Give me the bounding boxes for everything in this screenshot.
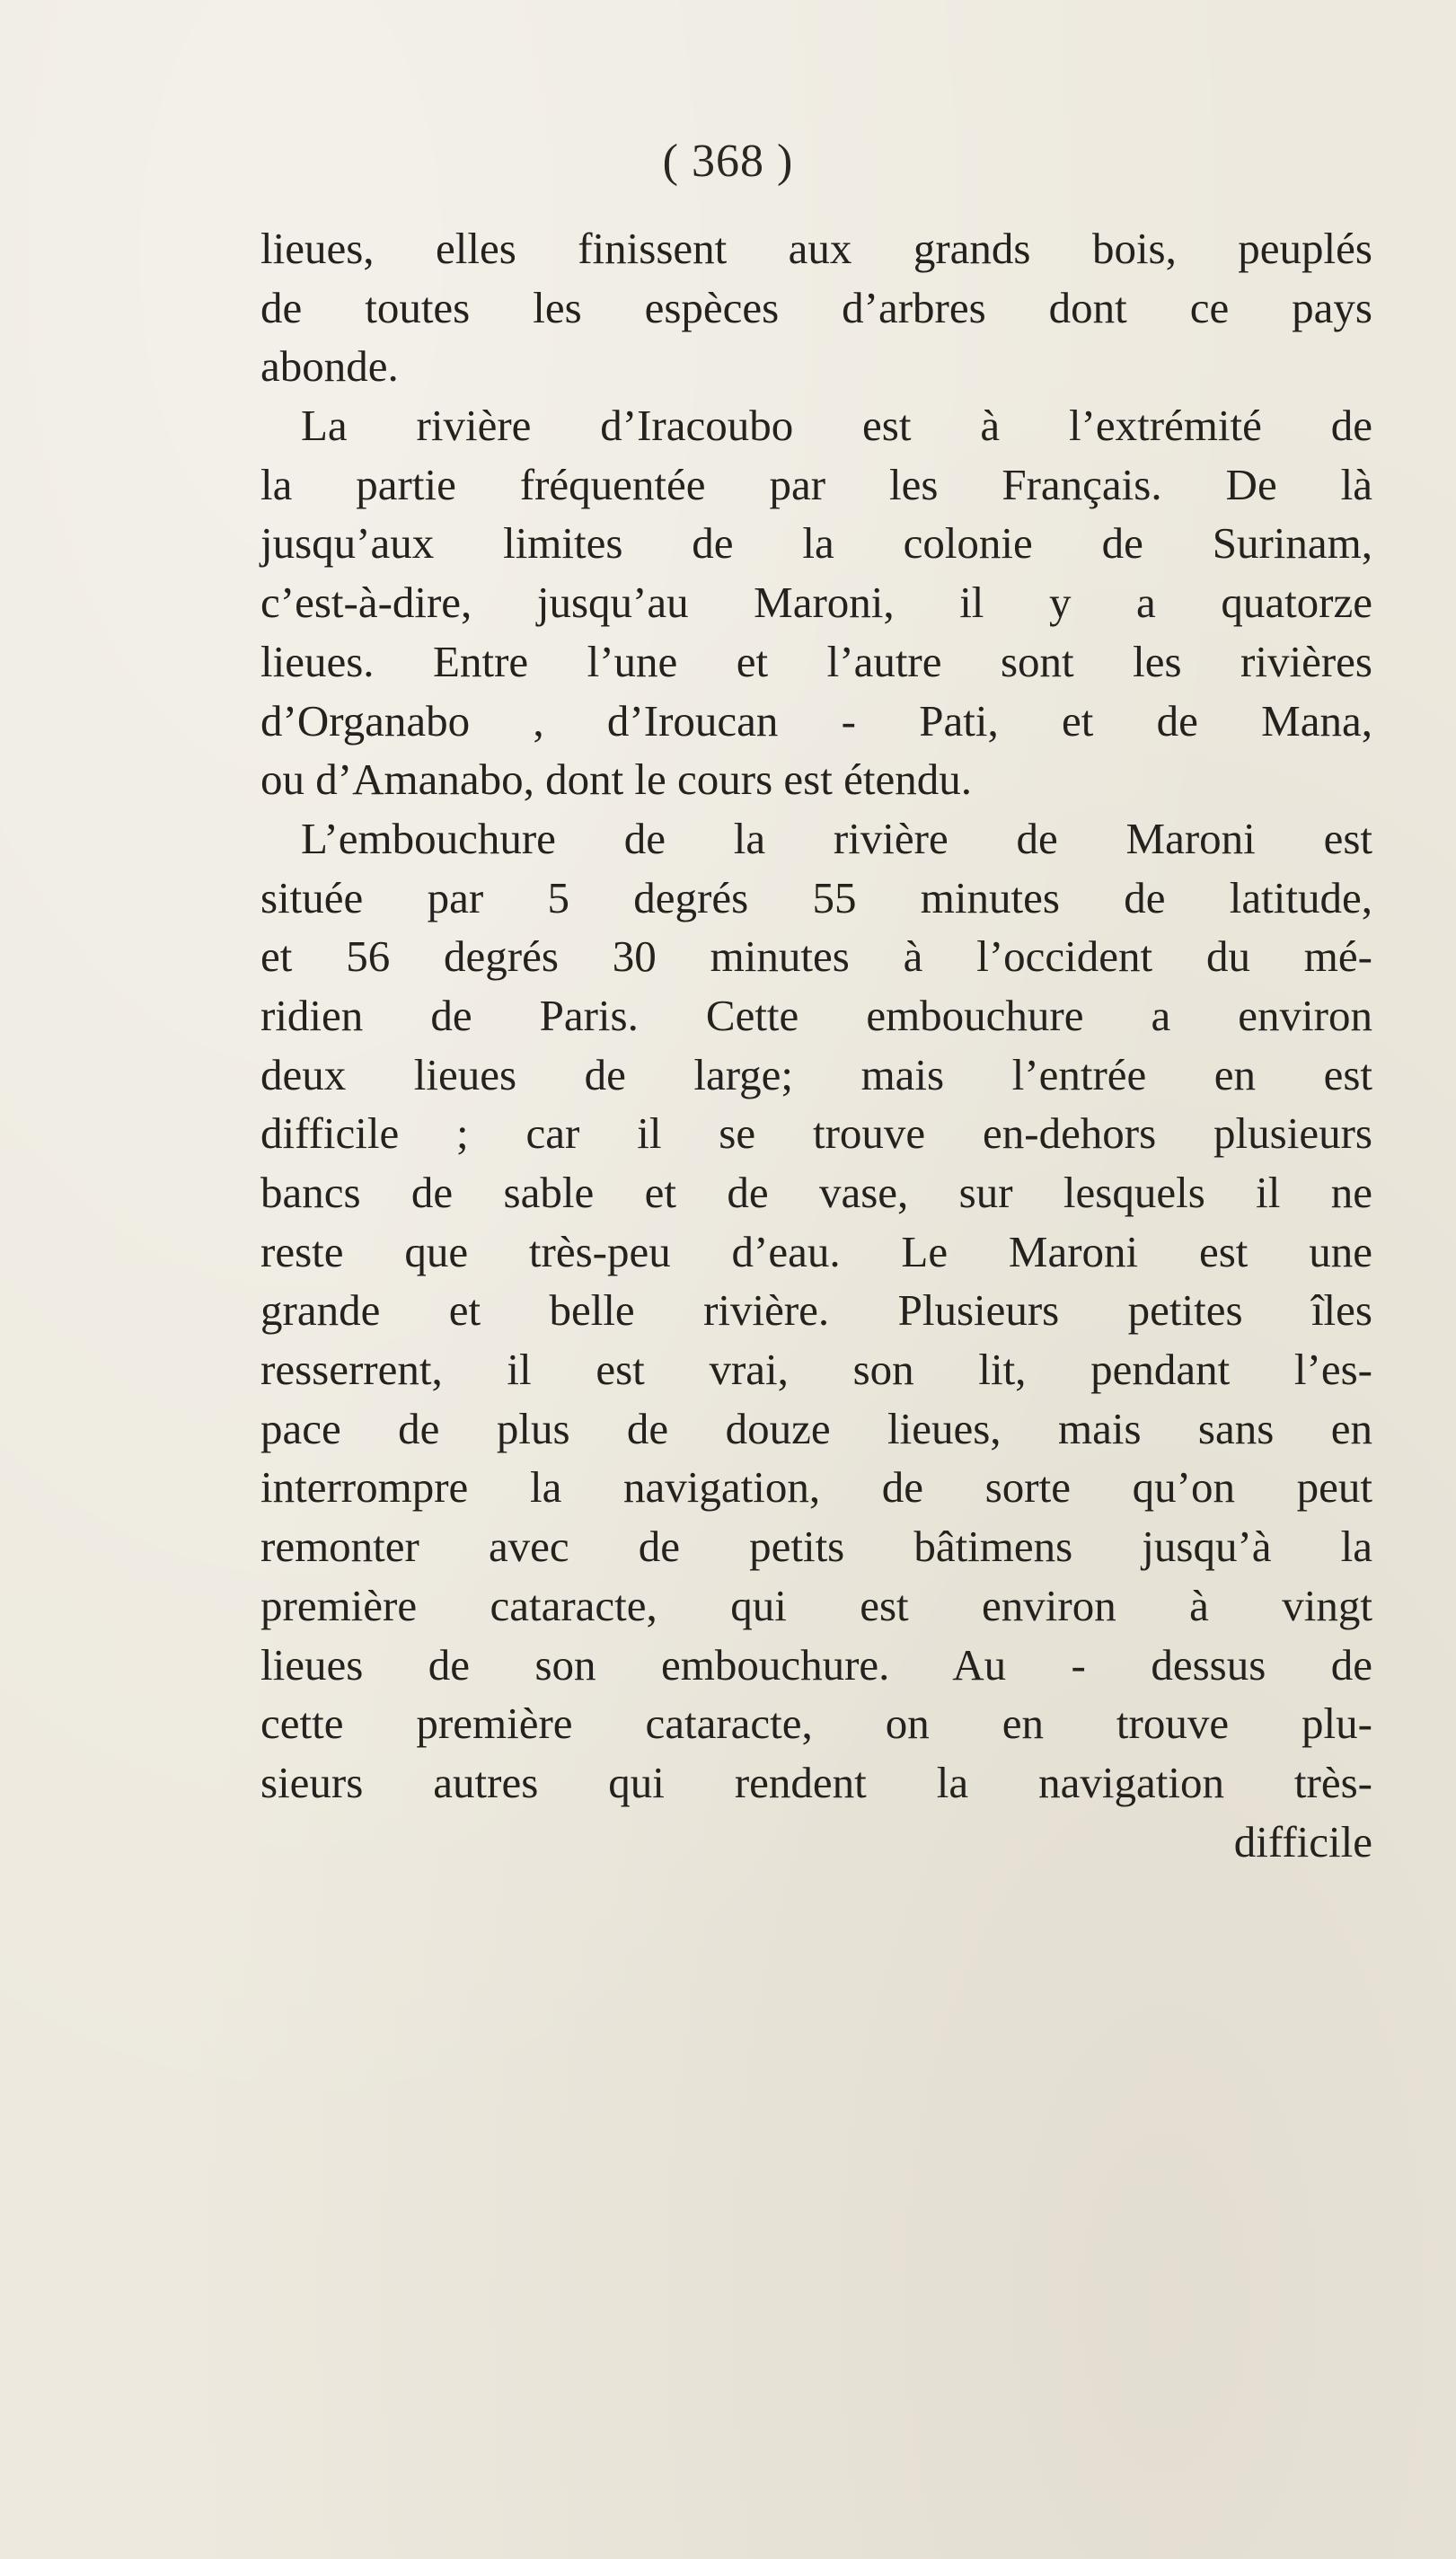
- text-line: grande et belle rivière. Plusieurs petites îles: [260, 1285, 1372, 1336]
- text-line: jusqu’aux limites de la colonie de Surinam,: [260, 518, 1372, 569]
- text-line: de toutes les espèces d’arbres dont ce pays: [260, 282, 1372, 332]
- text-line: La rivière d’Iracoubo est à l’extrémité de: [301, 401, 1372, 451]
- text-line: difficile ; car il se trouve en-dehors plusieurs: [260, 1108, 1372, 1159]
- text-line: d’Organabo , d’Iroucan - Pati, et de Mana,: [260, 695, 1372, 746]
- text-line: L’embouchure de la rivière de Maroni est: [301, 813, 1372, 863]
- text-line: ridien de Paris. Cette embouchure a environ: [260, 990, 1372, 1040]
- text-line: c’est-à-dire, jusqu’au Maroni, il y a quatorze: [260, 578, 1372, 628]
- text-line: lieues, elles finissent aux grands bois, peuplés: [260, 224, 1372, 273]
- text-line: lieues. Entre l’une et l’autre sont les rivières: [260, 636, 1372, 686]
- text-line: deux lieues de large; mais l’entrée en est: [260, 1049, 1372, 1099]
- page-number: ( 368 ): [662, 136, 794, 187]
- body-text: [260, 219, 1372, 1871]
- text-line: remonter avec de petits bâtimens jusqu’à la: [260, 1522, 1372, 1572]
- text-line: et 56 degrés 30 minutes à l’occident du mé-: [260, 931, 1372, 982]
- text-line: ou d’Amanabo, dont le cours est étendu.: [260, 754, 972, 805]
- text-line: bancs de sable et de vase, sur lesquels il ne: [260, 1168, 1372, 1217]
- text-line: abonde.: [260, 341, 399, 392]
- text-line: interrompre la navigation, de sorte qu’on peut: [260, 1462, 1372, 1513]
- text-line: située par 5 degrés 55 minutes de latitude,: [260, 872, 1372, 922]
- text-line: reste que très-peu d’eau. Le Maroni est une: [260, 1226, 1372, 1276]
- text-line: pace de plus de douze lieues, mais sans en: [260, 1403, 1372, 1453]
- text-line: lieues de son embouchure. Au - dessus de: [260, 1639, 1372, 1690]
- text-line: la partie fréquentée par les Français. De là: [260, 459, 1372, 509]
- text-line: difficile: [1233, 1816, 1372, 1866]
- text-line: première cataracte, qui est environ à vingt: [260, 1580, 1372, 1630]
- text-line: resserrent, il est vrai, son lit, pendant l’es-: [260, 1345, 1372, 1395]
- text-line: cette première cataracte, on en trouve plu-: [260, 1699, 1372, 1749]
- text-line: sieurs autres qui rendent la navigation très-: [260, 1757, 1372, 1807]
